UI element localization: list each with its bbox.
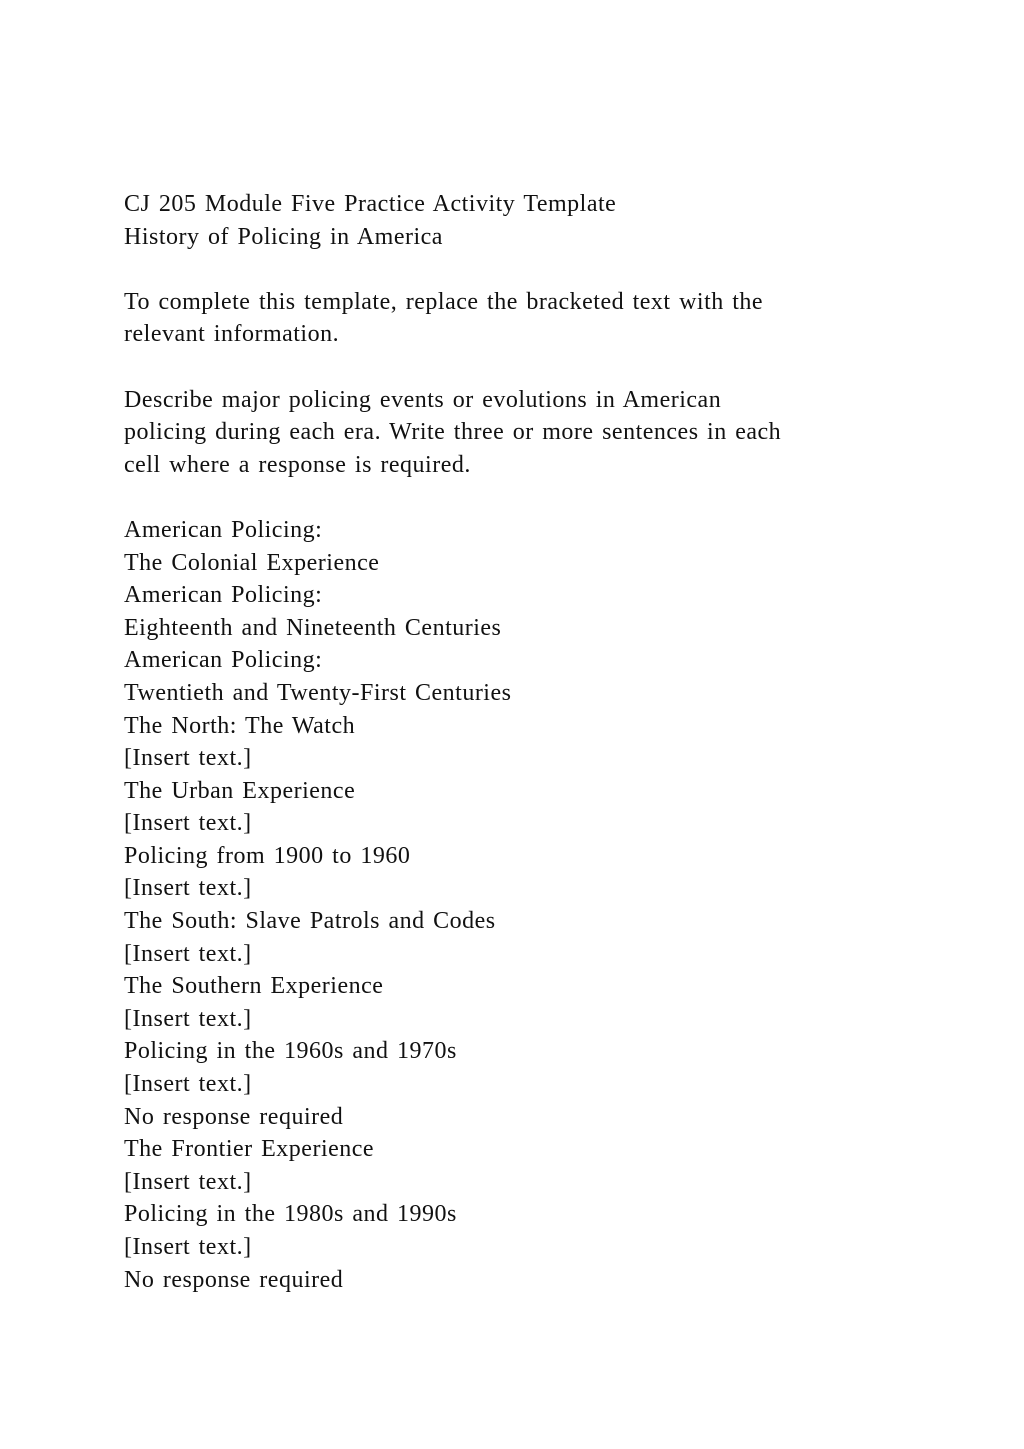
table-header-colonial-era: The Colonial Experience: [124, 549, 380, 576]
table-cell-frontier-experience: The Frontier Experience: [124, 1136, 375, 1163]
table-header-18-19-label: American Policing:: [124, 582, 323, 609]
table-cell-no-response: No response required: [124, 1103, 344, 1130]
table-header-colonial-label: American Policing:: [124, 516, 323, 543]
table-cell-southern-experience: The Southern Experience: [124, 973, 384, 1000]
table-cell-policing-1900-1960: Policing from 1900 to 1960: [124, 842, 411, 869]
document-body: [124, 188, 924, 1296]
table-cell-insert-text[interactable]: [Insert text.]: [124, 875, 252, 902]
describe-line-3: cell where a response is required.: [124, 451, 471, 478]
table-cell-insert-text[interactable]: [Insert text.]: [124, 1234, 252, 1260]
table-cell-urban-experience: The Urban Experience: [124, 777, 356, 804]
table-cell-insert-text[interactable]: [Insert text.]: [124, 940, 252, 967]
describe-line-1: Describe major policing events or evolutions in American: [124, 386, 722, 413]
table-cell-insert-text[interactable]: [Insert text.]: [124, 810, 252, 837]
table-cell-no-response: No response required: [124, 1266, 344, 1293]
table-cell-south-slave-patrols: The South: Slave Patrols and Codes: [124, 908, 496, 935]
blank-line: [124, 351, 924, 384]
table-header-20-21-era: Twentieth and Twenty-First Centuries: [124, 679, 512, 706]
describe-line-2: policing during each era. Write three or more sentences in each: [124, 419, 782, 446]
document-title: CJ 205 Module Five Practice Activity Template: [124, 191, 617, 217]
table-header-18-19-era: Eighteenth and Nineteenth Centuries: [124, 614, 502, 641]
table-cell-insert-text[interactable]: [Insert text.]: [124, 1005, 252, 1032]
table-cell-policing-1960s-1970s: Policing in the 1960s and 1970s: [124, 1038, 457, 1065]
document-subtitle: History of Policing in America: [124, 223, 443, 250]
blank-line: [124, 481, 924, 514]
table-cell-policing-1980s-1990s: Policing in the 1980s and 1990s: [124, 1201, 457, 1228]
instruction-line-1: To complete this template, replace the bracketed text with the: [124, 288, 764, 315]
instruction-line-2: relevant information.: [124, 321, 340, 348]
table-cell-insert-text[interactable]: [Insert text.]: [124, 1168, 252, 1195]
table-header-20-21-label: American Policing:: [124, 647, 323, 674]
table-cell-insert-text[interactable]: [Insert text.]: [124, 1071, 252, 1098]
table-cell-north-watch: The North: The Watch: [124, 712, 356, 739]
table-cell-insert-text[interactable]: [Insert text.]: [124, 745, 252, 772]
blank-line: [124, 253, 924, 286]
